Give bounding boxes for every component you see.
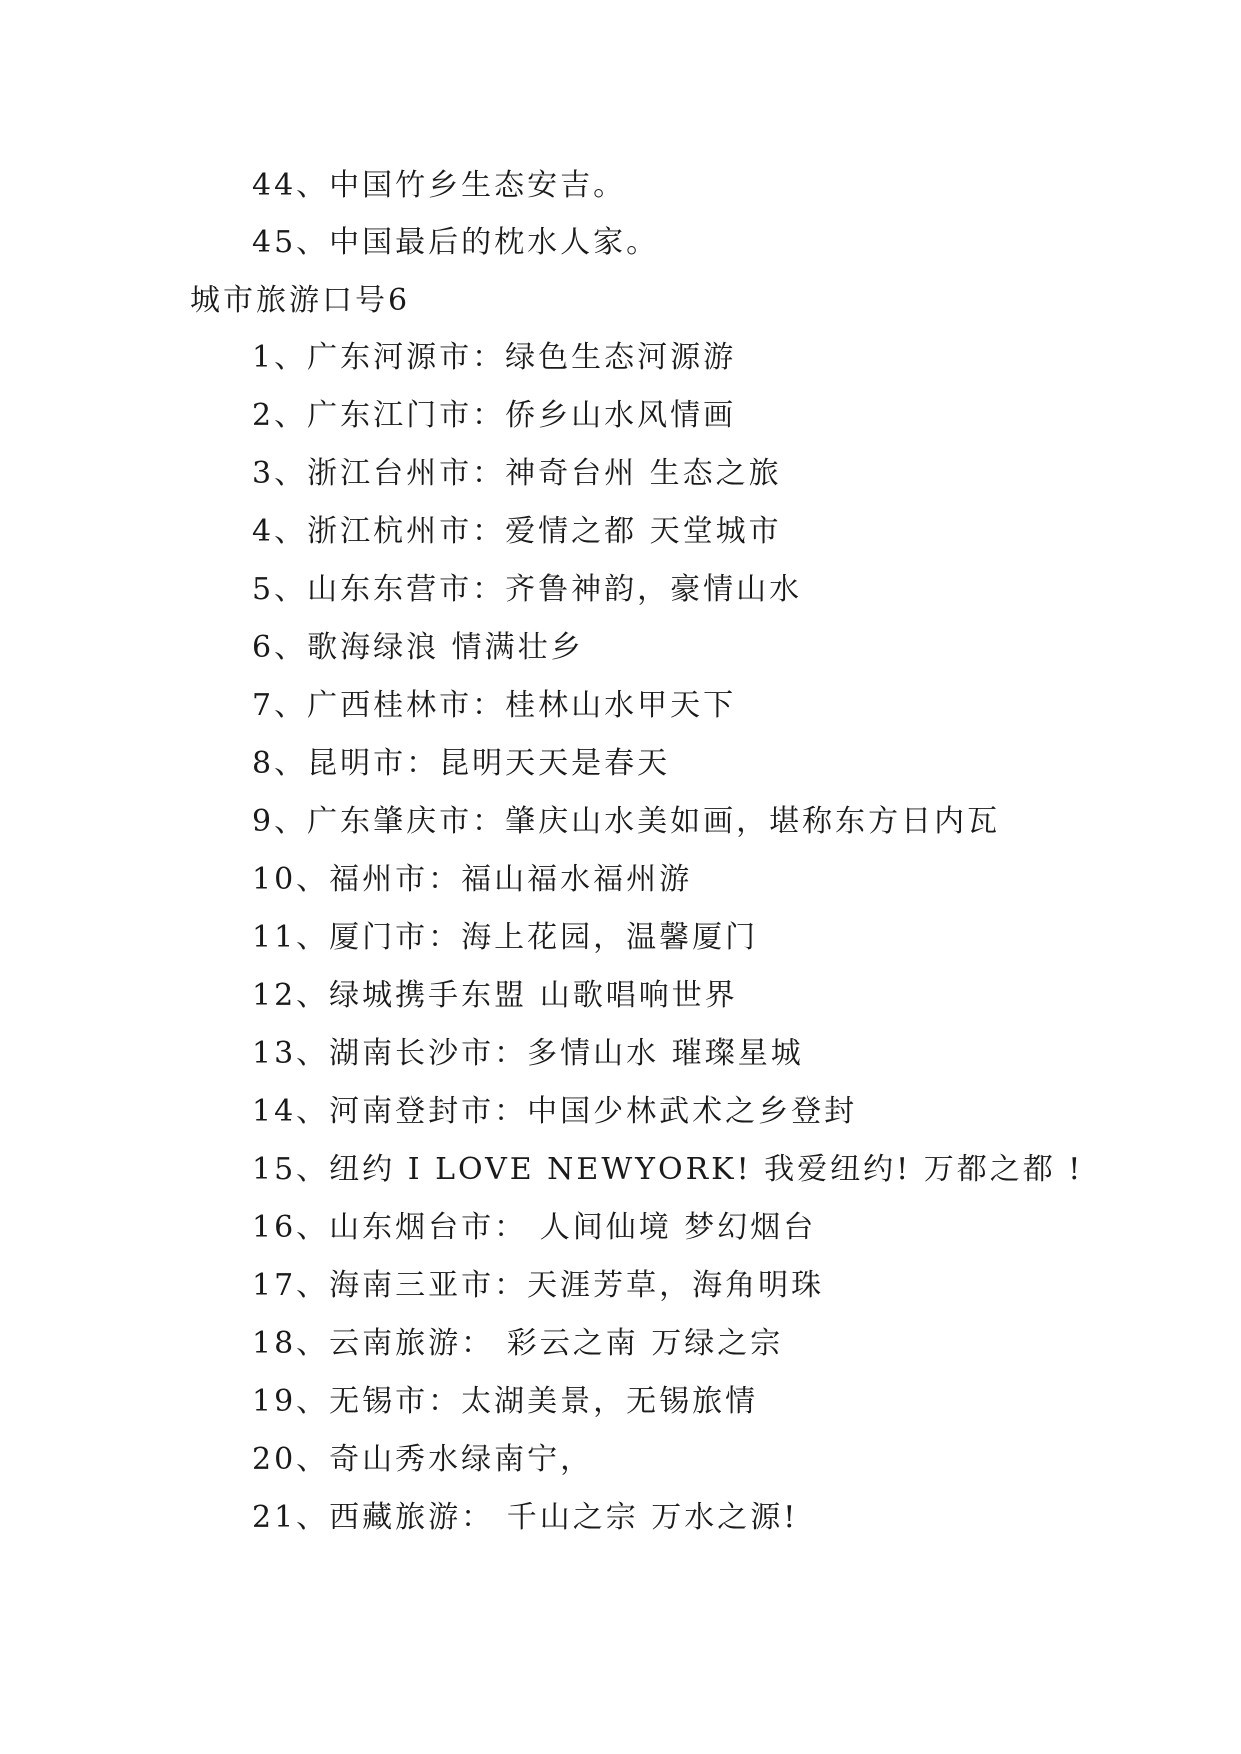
- list-item: 9、广东肇庆市：肇庆山水美如画，堪称东方日内瓦: [252, 804, 1001, 839]
- list-item: 15、纽约 I LOVE NEWYORK! 我爱纽约! 万都之都 !: [252, 1152, 1084, 1187]
- list-item: 20、奇山秀水绿南宁，: [252, 1442, 594, 1477]
- list-item-44: 44、中国竹乡生态安吉。: [252, 168, 627, 203]
- list-item: 12、绿城携手东盟 山歌唱响世界: [252, 978, 738, 1013]
- list-item: 21、西藏旅游： 千山之宗 万水之源!: [252, 1500, 799, 1535]
- list-item: 14、河南登封市：中国少林武术之乡登封: [252, 1094, 858, 1129]
- list-item: 18、云南旅游： 彩云之南 万绿之宗: [252, 1326, 784, 1361]
- list-item: 16、山东烟台市： 人间仙境 梦幻烟台: [252, 1210, 817, 1245]
- list-item: 17、海南三亚市：天涯芳草，海角明珠: [252, 1268, 825, 1303]
- list-item: 3、浙江台州市：神奇台州 生态之旅: [252, 456, 782, 491]
- list-item-45: 45、中国最后的枕水人家。: [252, 225, 660, 260]
- list-item: 19、无锡市：太湖美景，无锡旅情: [252, 1384, 759, 1419]
- list-item: 8、昆明市：昆明天天是春天: [252, 746, 671, 781]
- list-item: 7、广西桂林市：桂林山水甲天下: [252, 688, 737, 723]
- section-title: 城市旅游口号6: [190, 283, 411, 318]
- list-item: 2、广东江门市：侨乡山水风情画: [252, 398, 737, 433]
- list-item: 13、湖南长沙市：多情山水 璀璨星城: [252, 1036, 804, 1071]
- list-item: 5、山东东营市：齐鲁神韵，豪情山水: [252, 572, 803, 607]
- list-item: 4、浙江杭州市：爱情之都 天堂城市: [252, 514, 782, 549]
- list-item: 1、广东河源市：绿色生态河源游: [252, 340, 737, 375]
- list-item: 10、福州市：福山福水福州游: [252, 862, 693, 897]
- list-item: 11、厦门市：海上花园，温馨厦门: [252, 920, 759, 955]
- list-item: 6、歌海绿浪 情满壮乡: [252, 630, 584, 665]
